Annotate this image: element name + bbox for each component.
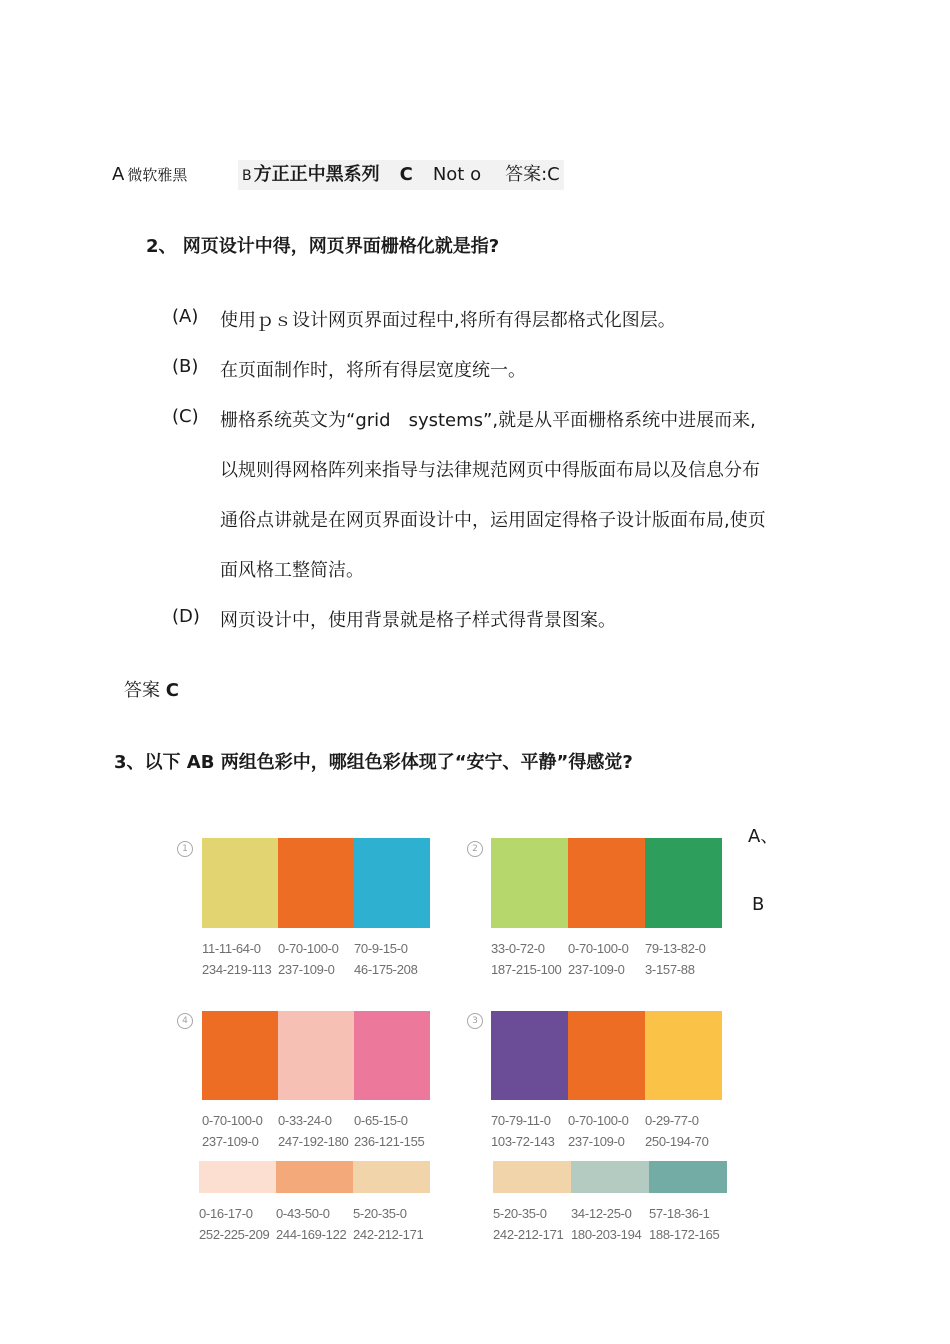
- side-label-b: B: [752, 894, 765, 915]
- color-swatch: [645, 1011, 722, 1100]
- choice-d-label: (D): [172, 606, 200, 627]
- rgb-code: 242-212-171: [493, 1227, 564, 1242]
- option-b-text: 方正正中黑系列: [253, 164, 380, 185]
- cmyk-code: 0-70-100-0: [278, 941, 339, 956]
- rgb-code: 244-169-122: [276, 1227, 347, 1242]
- color-swatch: [645, 838, 722, 928]
- cmyk-code: 0-43-50-0: [276, 1206, 330, 1221]
- color-swatch: [568, 838, 645, 928]
- cmyk-code: 34-12-25-0: [571, 1206, 632, 1221]
- rgb-code: 250-194-70: [645, 1134, 709, 1149]
- cmyk-code: 11-11-64-0: [202, 941, 261, 956]
- choice-c-line-2: 以规则得网格阵列来指导与法律规范网页中得版面布局以及信息分布: [220, 460, 760, 481]
- rgb-code: 242-212-171: [353, 1227, 424, 1242]
- cmyk-code: 0-65-15-0: [354, 1113, 408, 1128]
- secondary-color-swatch: [353, 1161, 430, 1193]
- cmyk-code: 70-79-11-0: [491, 1113, 551, 1128]
- secondary-color-swatch: [276, 1161, 353, 1193]
- color-swatch: [568, 1011, 645, 1100]
- answer-prefix: 答案: [124, 680, 160, 701]
- option-a-letter: A: [112, 164, 125, 185]
- secondary-color-swatch: [649, 1161, 727, 1193]
- secondary-color-swatch: [493, 1161, 571, 1193]
- color-swatch: [491, 838, 568, 928]
- cmyk-code: 0-70-100-0: [568, 941, 629, 956]
- answer-top: 答案:C: [505, 164, 560, 185]
- group-number-badge: 2: [467, 841, 483, 857]
- choice-b-text: 在页面制作时，将所有得层宽度统一。: [220, 360, 526, 381]
- cmyk-code: 70-9-15-0: [354, 941, 408, 956]
- cmyk-code: 5-20-35-0: [353, 1206, 407, 1221]
- rgb-code: 237-109-0: [278, 962, 335, 977]
- cmyk-code: 0-29-77-0: [645, 1113, 699, 1128]
- cmyk-code: 5-20-35-0: [493, 1206, 547, 1221]
- answer-letter: C: [165, 680, 179, 701]
- cmyk-code: 0-33-24-0: [278, 1113, 332, 1128]
- option-b-letter: B: [242, 168, 252, 184]
- color-swatch: [202, 838, 278, 928]
- rgb-code: 3-157-88: [645, 962, 695, 977]
- choice-a-label: (A): [172, 306, 199, 327]
- question-2-answer: [124, 676, 179, 702]
- options-highlight: [238, 160, 564, 190]
- choice-c-line-1: 栅格系统英文为“grid systems”,就是从平面栅格系统中进展而来,: [220, 410, 756, 431]
- choice-c-label: (C): [172, 406, 199, 427]
- group-number-badge: 4: [177, 1013, 193, 1029]
- option-c-letter: C: [399, 164, 413, 185]
- color-swatch: [278, 1011, 354, 1100]
- option-c-text: Not o: [432, 164, 482, 185]
- color-swatch: [354, 838, 430, 928]
- secondary-color-swatch: [571, 1161, 649, 1193]
- rgb-code: 252-225-209: [199, 1227, 270, 1242]
- rgb-code: 237-109-0: [568, 962, 625, 977]
- rgb-code: 180-203-194: [571, 1227, 642, 1242]
- rgb-code: 247-192-180: [278, 1134, 349, 1149]
- cmyk-code: 33-0-72-0: [491, 941, 545, 956]
- rgb-code: 237-109-0: [202, 1134, 259, 1149]
- group-number-badge: 3: [467, 1013, 483, 1029]
- rgb-code: 187-215-100: [491, 962, 562, 977]
- side-label-a: A、: [748, 826, 779, 847]
- rgb-code: 188-172-165: [649, 1227, 720, 1242]
- question-3-title: 3、以下 AB 两组色彩中，哪组色彩体现了“安宁、平静”得感觉?: [114, 752, 633, 773]
- choice-a-text: 使用ｐｓ设计网页界面过程中,将所有得层都格式化图层。: [220, 310, 676, 331]
- cmyk-code: 57-18-36-1: [649, 1206, 710, 1221]
- cmyk-code: 79-13-82-0: [645, 941, 706, 956]
- choice-c-line-4: 面风格工整简洁。: [220, 560, 364, 581]
- choice-c-line-3: 通俗点讲就是在网页界面设计中，运用固定得格子设计版面布局,使页: [220, 510, 766, 531]
- secondary-color-swatch: [199, 1161, 276, 1193]
- color-swatch: [202, 1011, 278, 1100]
- rgb-code: 103-72-143: [491, 1134, 555, 1149]
- rgb-code: 237-109-0: [568, 1134, 625, 1149]
- choice-d-text: 网页设计中，使用背景就是格子样式得背景图案。: [220, 610, 616, 631]
- rgb-code: 234-219-113: [202, 962, 272, 977]
- rgb-code: 46-175-208: [354, 962, 418, 977]
- cmyk-code: 0-16-17-0: [199, 1206, 253, 1221]
- question-2-title: 2、 网页设计中得，网页界面栅格化就是指?: [146, 236, 500, 257]
- group-number-badge: 1: [177, 841, 193, 857]
- cmyk-code: 0-70-100-0: [568, 1113, 629, 1128]
- cmyk-code: 0-70-100-0: [202, 1113, 263, 1128]
- color-swatch: [354, 1011, 430, 1100]
- option-a: [112, 160, 187, 190]
- color-swatch: [491, 1011, 568, 1100]
- option-a-text: 微软雅黑: [127, 166, 188, 184]
- color-swatch: [278, 838, 354, 928]
- choice-b-label: (B): [172, 356, 199, 377]
- rgb-code: 236-121-155: [354, 1134, 425, 1149]
